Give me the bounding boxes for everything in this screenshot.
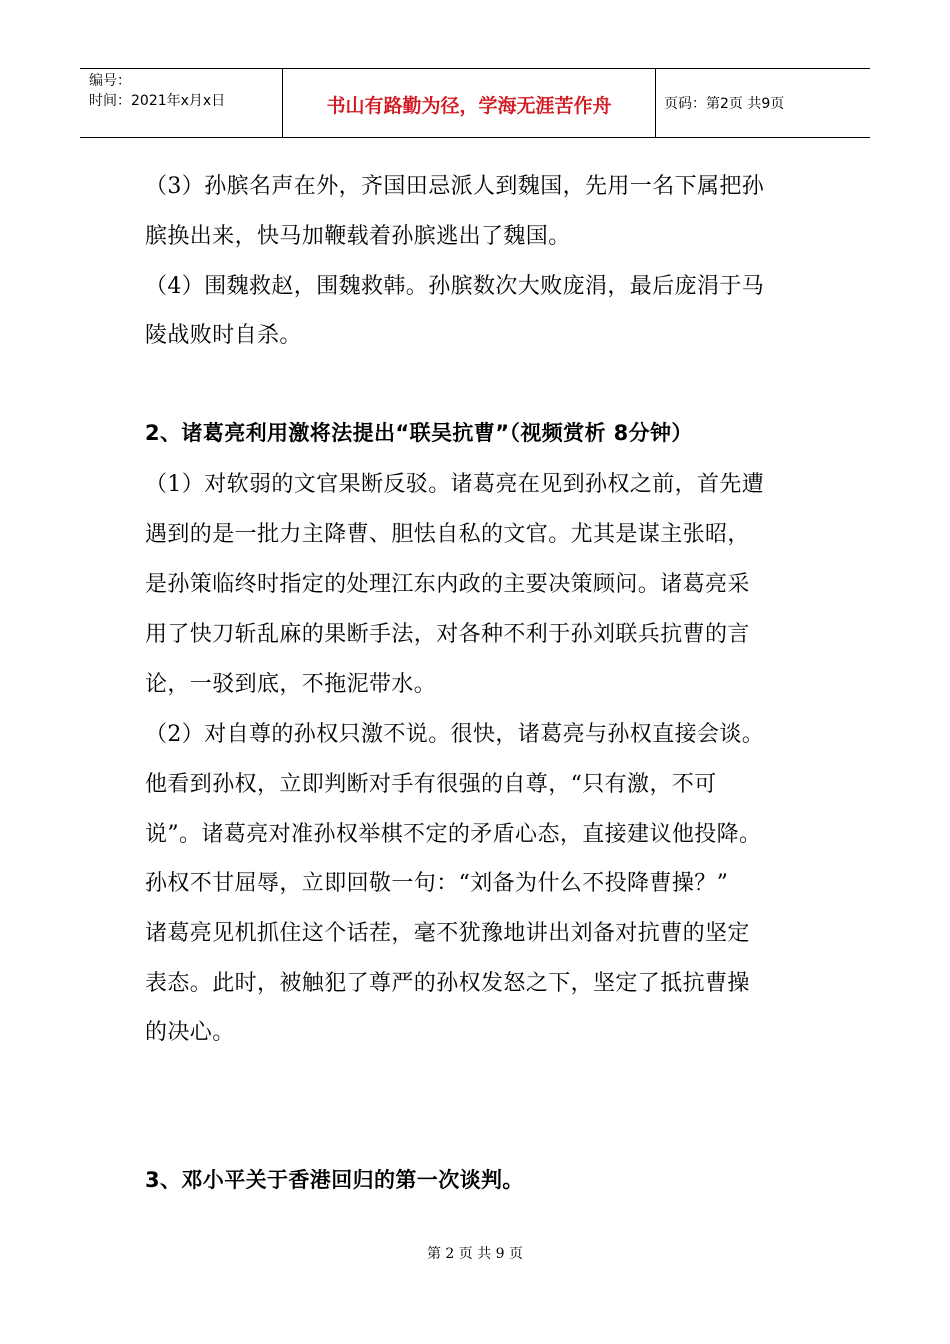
paragraph-line: 表态。此时，被触犯了尊严的孙权发怒之下，坚定了抵抗曹操 (145, 971, 750, 996)
paragraph-line: （4）围魏救赵，围魏救韩。孙膑数次大败庞涓，最后庞涓于马 (145, 274, 765, 299)
header-motto-cell (283, 69, 656, 137)
paragraph-line: 用了快刀斩乱麻的果断手法，对各种不利于孙刘联兵抗曹的言 (145, 622, 750, 647)
paragraph-line: （3）孙膑名声在外，齐国田忌派人到魏国，先用一名下属把孙 (145, 174, 765, 199)
paragraph-line: 遇到的是一批力主降曹、胆怯自私的文官。尤其是谋主张昭， (145, 522, 750, 547)
header-page-cell (656, 69, 870, 137)
header-info-cell (80, 69, 283, 137)
date-label: 时间：2021年x月x日 (89, 93, 226, 109)
section-heading: 2、诸葛亮利用激将法提出“联吴抗曹”（视频赏析 8分钟） (145, 421, 693, 445)
header-table (80, 68, 870, 138)
paragraph-line: （1）对软弱的文官果断反驳。诸葛亮在见到孙权之前，首先遭 (145, 472, 765, 497)
number-label: 编号： (89, 73, 131, 89)
paragraph-line: 陵战败时自杀。 (145, 323, 302, 348)
section-heading: 3、邓小平关于香港回归的第一次谈判。 (145, 1168, 524, 1192)
paragraph-line: 说”。诸葛亮对准孙权举棋不定的矛盾心态，直接建议他投降。 (145, 822, 762, 847)
page-footer: 第 2 页 共 9 页 (426, 1246, 524, 1262)
paragraph-line: 是孙策临终时指定的处理江东内政的主要决策顾问。诸葛亮采 (145, 572, 750, 597)
motto: 书山有路勤为径，学海无涯苦作舟 (326, 95, 612, 117)
paragraph-line: 的决心。 (145, 1020, 235, 1045)
page-code: 页码：第2页 共9页 (664, 96, 785, 112)
paragraph-line: 诸葛亮见机抓住这个话茬，毫不犹豫地讲出刘备对抗曹的坚定 (145, 921, 750, 946)
paragraph-line: （2）对自尊的孙权只激不说。很快，诸葛亮与孙权直接会谈。 (145, 722, 765, 747)
paragraph-line: 膑换出来，快马加鞭载着孙膑逃出了魏国。 (145, 224, 571, 249)
paragraph-line: 孙权不甘屈辱，立即回敬一句：“刘备为什么不投降曹操？” (145, 871, 729, 896)
paragraph-line: 论，一驳到底，不拖泥带水。 (145, 672, 437, 697)
paragraph-line: 他看到孙权，立即判断对手有很强的自尊，“只有激，不可 (145, 772, 717, 797)
